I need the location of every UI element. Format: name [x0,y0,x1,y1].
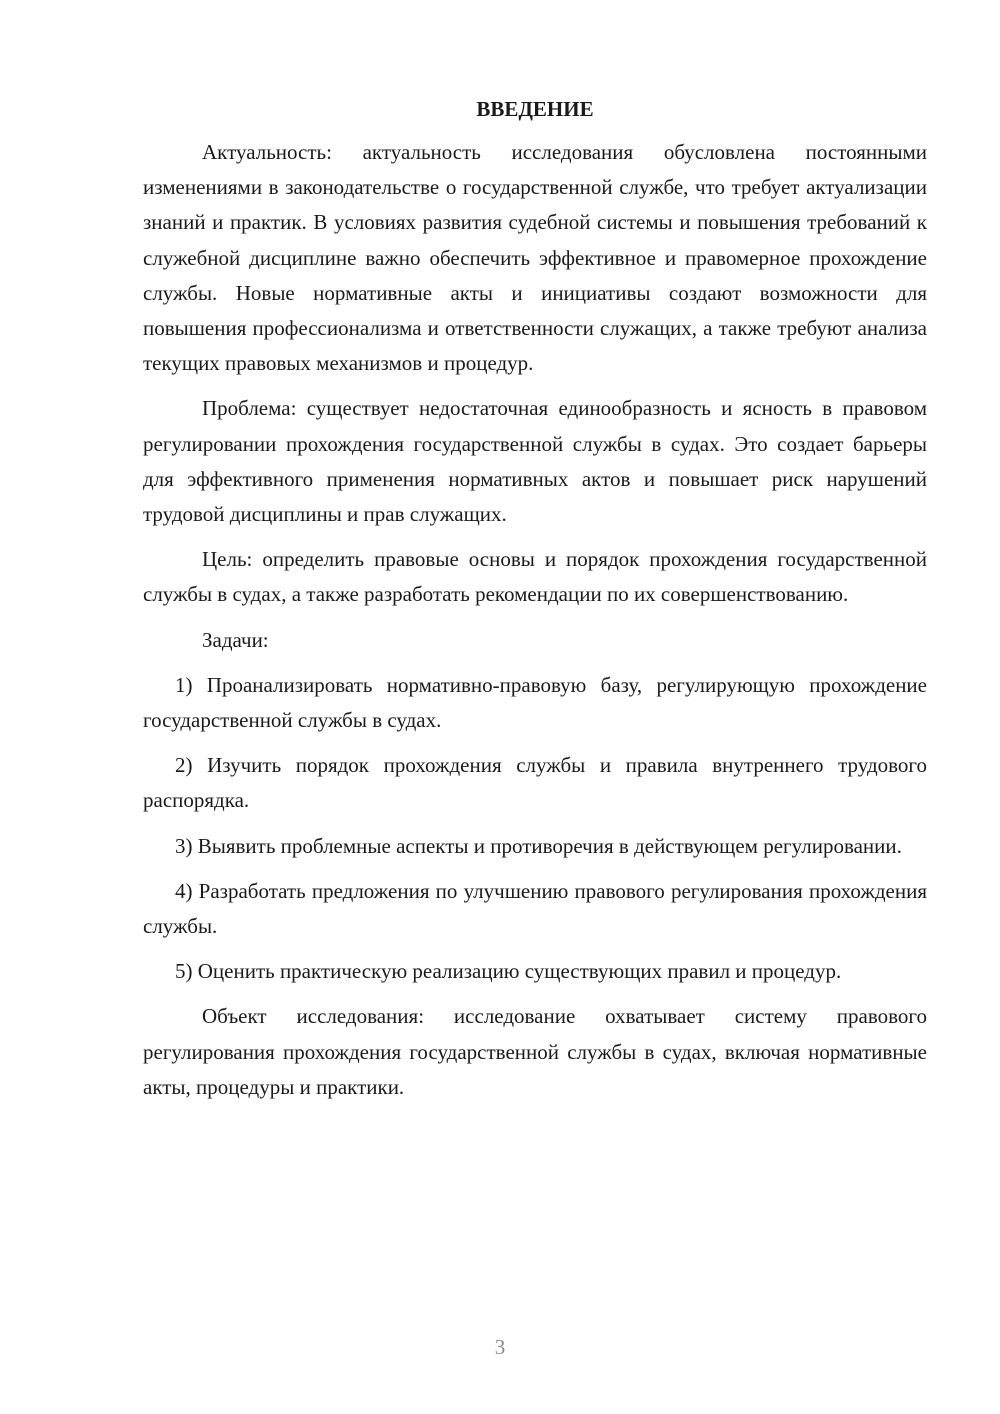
task-item-1: 1) Проанализировать нормативно-правовую базу, регулирующую прохождение государственной службы в судах. [143,672,927,733]
task-item-4: 4) Разработать предложения по улучшению правового регулирования прохождения службы. [143,878,927,939]
section-title: ВВЕДЕНИЕ [476,97,594,121]
task-item-2: 2) Изучить порядок прохождения службы и правила внутреннего трудового распорядка. [143,753,927,813]
object-paragraph: Объект исследования: исследование охватывает систему правового регулирования прохождения государственной службы в судах, включая нормативные акты, процедуры и практики. [143,1004,927,1099]
goal-paragraph: Цель: определить правовые основы и порядок прохождения государственной службы в судах, а также разработать рекомендации по их совершенствованию. [143,547,927,607]
relevance-paragraph: Актуальность: актуальность исследования обусловлена постоянными изменениями в законодательстве о государственной службе, что требует актуализации знаний и практик. В условиях развития судебной системы и повышения требований к служебной дисциплине важно обеспечить эффективное и правомерное прохождение службы. Новые нормативные акты и инициативы создают возможности для повышения профессионализма и ответственности служащих, а также требуют анализа текущих правовых механизмов и процедур. [143,140,927,376]
task-item-3: 3) Выявить проблемные аспекты и противоречия в действующем регулировании. [175,833,902,858]
task-item-5: 5) Оценить практическую реализацию существующих правил и процедур. [175,959,842,984]
problem-paragraph: Проблема: существует недостаточная единообразность и ясность в правовом регулировании прохождения государственной службы в судах. Это создает барьеры для эффективного применения нормативных актов и повышает риск нарушений трудовой дисциплины и прав служащих. [143,396,927,527]
page-number: 3 [494,1335,506,1359]
document-page [143,92,927,1105]
tasks-heading: Задачи: [202,627,269,652]
